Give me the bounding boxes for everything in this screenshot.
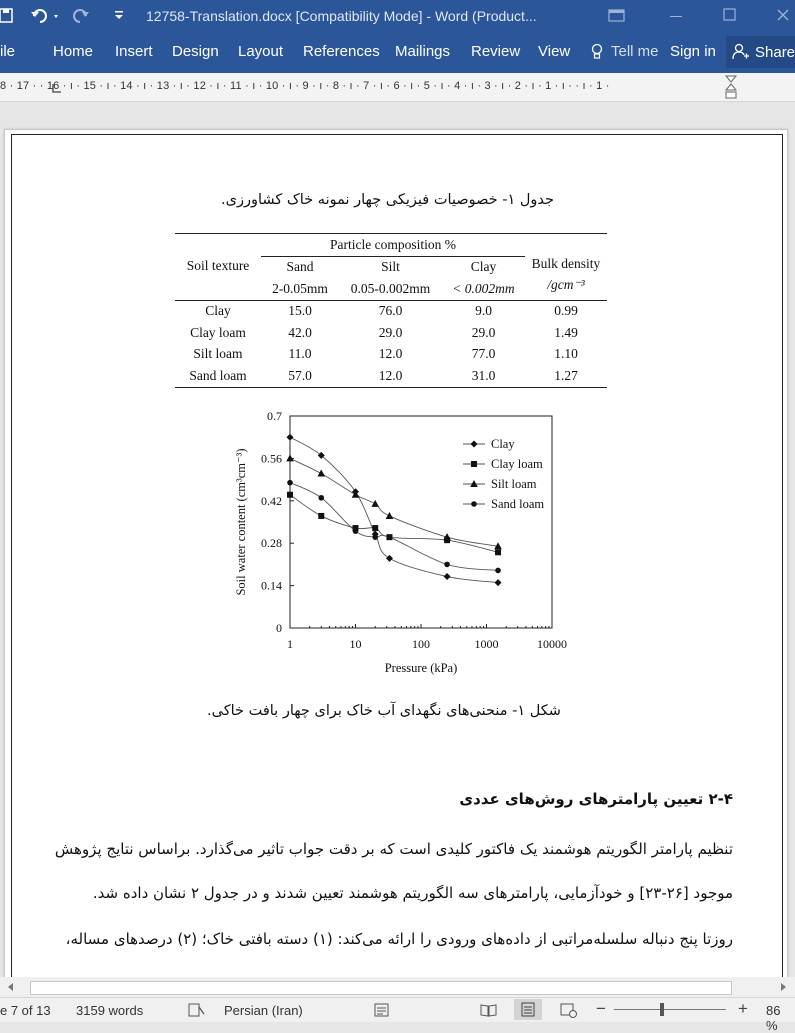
cell-silt: 29.0: [378, 324, 403, 340]
data-point: [371, 500, 379, 507]
redo-icon[interactable]: [72, 7, 92, 25]
data-point: [372, 525, 378, 531]
legend-marker: [471, 501, 477, 507]
data-point: [495, 579, 502, 586]
language-indicator[interactable]: Persian (Iran): [224, 1003, 303, 1018]
cell-clay: 77.0: [471, 346, 496, 362]
tab-file[interactable]: ile: [0, 43, 16, 60]
tab-insert[interactable]: Insert: [115, 43, 153, 60]
chart-plot-area: [234, 409, 567, 675]
zoom-level[interactable]: 86 %: [766, 1003, 781, 1033]
cell-clay: 9.0: [475, 303, 492, 319]
cell-texture: Sand loam: [189, 367, 247, 383]
legend-marker: [471, 461, 477, 467]
customize-quick-access-icon[interactable]: [113, 9, 125, 23]
maximize-icon[interactable]: [722, 7, 738, 23]
legend-label: Sand loam: [491, 497, 545, 511]
person-icon: [732, 43, 750, 61]
cell-sand: 11.0: [288, 346, 312, 362]
cell-bulk: 1.10: [554, 346, 578, 362]
section-heading: ۲-۴ تعیین پارامترهای روش‌های عددی: [459, 790, 733, 808]
header-soil-texture: Soil texture: [186, 258, 250, 273]
document-canvas[interactable]: [0, 102, 795, 977]
paragraph-line: تنظیم پارامتر الگوریتم هوشمند یک فاکتور کلیدی است که بر دقت جواب تاثیر می‌گذارد. براساس نتایج پژوهش: [54, 840, 733, 858]
data-point: [318, 495, 324, 501]
data-point: [495, 549, 501, 555]
table-row: [175, 365, 607, 387]
header-bulk-unit: /gcm⁻³: [547, 277, 585, 292]
share-button[interactable]: [726, 36, 795, 68]
x-tick-label: 100: [412, 637, 430, 651]
scroll-right-icon[interactable]: [778, 982, 788, 992]
scroll-left-icon[interactable]: [6, 982, 16, 992]
x-tick-label: 10000: [537, 637, 567, 651]
read-mode-icon[interactable]: [480, 1002, 498, 1018]
close-icon[interactable]: [775, 7, 791, 23]
data-point: [386, 512, 394, 519]
ruler-scale: 8 · 17 · · 16 · ı · 15 · ı · 14 · ı · 13 · ı · 12 · ı · 11 · ı · 10 · ı · 9 · ı · 8 · ı · 7 · ı · 6 · ı · 5 · ı · 4 · ı · 3 · ı · 2 · ı · 1 · ı · · ı · 1 ·: [0, 80, 610, 92]
series-line-clay: [290, 437, 498, 582]
header-clay-size: < 0.002mm: [452, 280, 515, 296]
data-point: [318, 513, 324, 519]
print-layout-button[interactable]: [514, 999, 542, 1020]
data-point: [444, 562, 450, 568]
zoom-slider-thumb[interactable]: [660, 1003, 664, 1016]
header-clay: Clay: [470, 259, 497, 275]
cell-bulk: 1.27: [554, 367, 578, 383]
y-axis-label: Soil water content (cm³cm⁻³): [234, 448, 248, 596]
x-axis-label: Pressure (kPa): [384, 661, 458, 675]
tab-review[interactable]: Review: [471, 43, 521, 60]
cell-silt: 12.0: [378, 346, 403, 362]
header-bulk-density-group: [525, 234, 607, 301]
cell-bulk: 1.49: [554, 324, 578, 340]
tab-stop-icon[interactable]: [52, 83, 62, 95]
table-row: [175, 344, 607, 366]
lightbulb-icon: [591, 43, 603, 61]
page-count[interactable]: e 7 of 13: [0, 1003, 51, 1018]
y-tick-label: 0.7: [267, 409, 282, 423]
header-bulk-density: Bulk density: [531, 256, 601, 271]
share-label: Share: [755, 44, 795, 61]
tab-mailings[interactable]: Mailings: [395, 43, 451, 60]
cell-texture: Silt loam: [193, 346, 243, 362]
ribbon-tabs: [0, 33, 795, 73]
paragraph-line: موجود [۲۶-۲۳] و خودآزمایی، پارامترهای سه الگوریتم هوشمند تعیین شدند و در جدول ۲ نشان داده شد.: [92, 884, 733, 902]
data-point: [372, 534, 378, 540]
header-sand-size: 2-0.05mm: [272, 280, 328, 296]
data-point: [287, 480, 293, 486]
tab-design[interactable]: Design: [172, 43, 219, 60]
header-silt-size: 0.05-0.002mm: [350, 280, 431, 296]
cell-sand: 42.0: [288, 324, 312, 340]
word-count[interactable]: 3159 words: [76, 1003, 144, 1018]
cell-clay: 29.0: [471, 324, 496, 340]
indent-marker-icon[interactable]: [723, 75, 739, 101]
legend-label: Clay: [491, 437, 515, 451]
table-row: [175, 300, 607, 322]
header-sand: Sand: [286, 259, 314, 275]
ribbon-display-options-icon[interactable]: [608, 8, 626, 24]
cell-clay: 31.0: [471, 367, 496, 383]
save-icon[interactable]: [0, 8, 14, 24]
cell-bulk: 0.99: [554, 303, 578, 319]
legend-label: Silt loam: [491, 477, 537, 491]
data-point: [444, 573, 451, 580]
y-tick-label: 0.42: [261, 493, 282, 508]
horizontal-ruler[interactable]: [0, 73, 795, 102]
cell-texture: Clay: [205, 303, 231, 319]
proofing-icon[interactable]: [188, 1002, 206, 1018]
series-line-clay-loam: [290, 495, 498, 553]
data-point: [286, 454, 294, 461]
y-tick-label: 0.56: [261, 451, 282, 466]
x-tick-label: 1000: [474, 637, 499, 651]
data-point: [287, 434, 294, 441]
soil-properties-table: [175, 233, 607, 388]
legend-label: Clay loam: [491, 457, 543, 471]
title-bar: [0, 0, 795, 33]
y-tick-label: 0.28: [261, 536, 282, 551]
cell-sand: 15.0: [288, 303, 312, 319]
status-bar: [0, 997, 795, 1033]
data-point: [387, 534, 393, 540]
x-tick-label: 10: [349, 637, 362, 651]
cell-sand: 57.0: [288, 367, 312, 383]
data-point: [287, 492, 293, 498]
table-caption: جدول ۱- خصوصیات فیزیکی چهار نمونه خاک کشاورزی.: [221, 192, 555, 208]
tab-view[interactable]: View: [538, 43, 571, 60]
document-page[interactable]: [4, 129, 788, 991]
tell-me-box[interactable]: Tell me: [611, 43, 659, 60]
header-silt: Silt: [381, 259, 400, 275]
data-point: [317, 470, 325, 477]
minimize-icon[interactable]: [668, 8, 684, 24]
web-layout-icon[interactable]: [560, 1002, 578, 1018]
document-title: 12758-Translation.docx [Compatibility Mode] - Word (Product...: [146, 8, 537, 24]
zoom-slider[interactable]: [614, 1009, 726, 1010]
data-point: [386, 555, 393, 562]
header-particle-composition: Particle composition %: [261, 234, 525, 257]
macro-recording-icon[interactable]: [373, 1002, 391, 1018]
data-point: [495, 568, 501, 574]
figure-caption: شکل ۱- منحنی‌های نگهدای آب خاک برای چهار بافت خاکی.: [207, 703, 561, 719]
horizontal-scrollbar[interactable]: [0, 977, 795, 997]
table-row: [175, 322, 607, 344]
tab-references[interactable]: References: [303, 43, 380, 60]
x-tick-label: 1: [287, 637, 293, 651]
scroll-thumb[interactable]: [30, 981, 732, 995]
zoom-in-button[interactable]: +: [738, 999, 748, 1018]
cell-silt: 12.0: [378, 367, 403, 383]
y-tick-label: 0: [276, 621, 282, 635]
soil-water-retention-chart: [215, 402, 585, 682]
tab-layout[interactable]: Layout: [238, 43, 284, 60]
zoom-out-button[interactable]: −: [596, 999, 606, 1018]
undo-icon[interactable]: [30, 7, 62, 25]
y-tick-label: 0.14: [261, 578, 282, 593]
data-point: [353, 528, 359, 534]
cell-texture: Clay loam: [190, 324, 246, 340]
print-layout-icon: [520, 1002, 536, 1018]
tab-home[interactable]: Home: [53, 43, 94, 60]
paragraph-line: روزتا پنج دنباله سلسله‌مراتبی از داده‌های ورودی را ارائه می‌کند: (۱) دسته بافتی خاک؛ (۲) درصدهای مساله،: [65, 930, 733, 948]
sign-in-link[interactable]: Sign in: [670, 43, 716, 60]
cell-silt: 76.0: [378, 303, 403, 319]
legend-marker: [471, 441, 478, 448]
